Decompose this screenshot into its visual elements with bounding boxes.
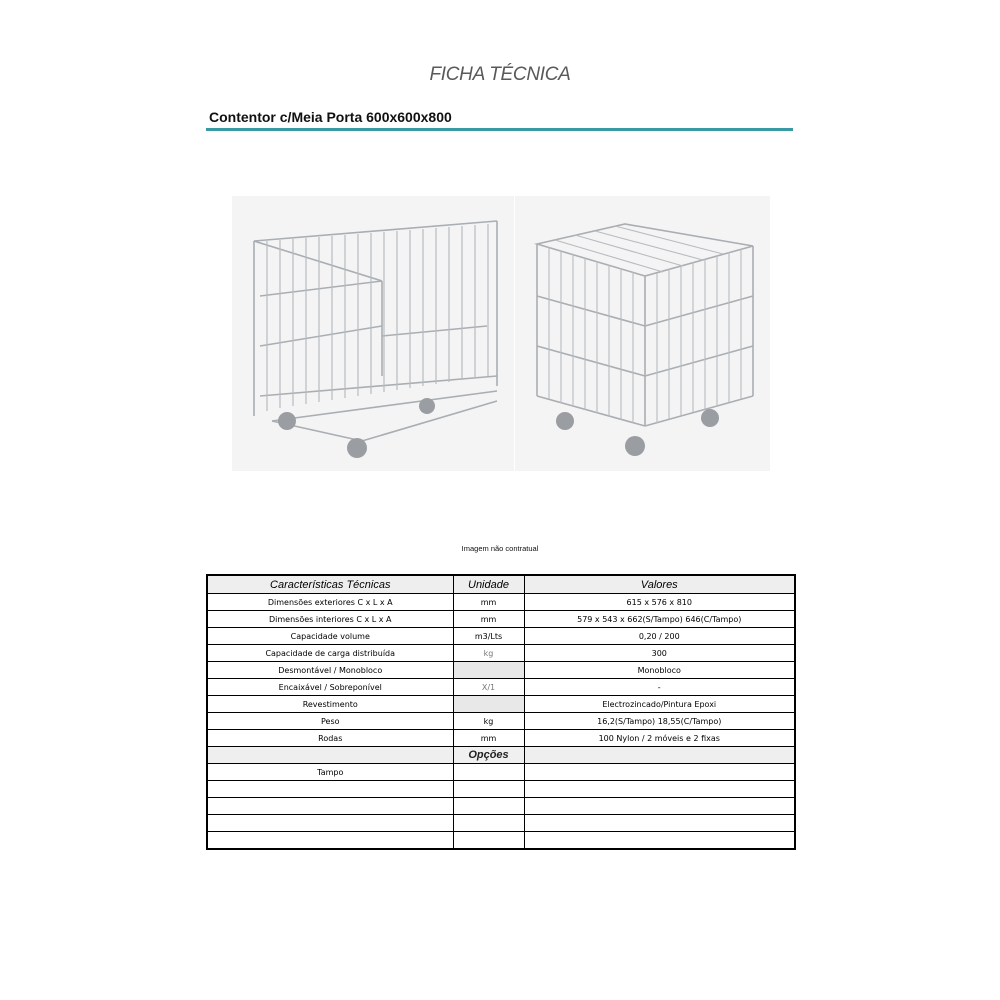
product-title: Contentor c/Meia Porta 600x600x800	[209, 109, 452, 125]
table-row	[207, 628, 795, 645]
table-row	[207, 679, 795, 696]
table-row	[207, 594, 795, 611]
table-row	[207, 696, 795, 713]
option-row	[207, 764, 795, 781]
option-unit	[453, 764, 524, 781]
options-header-row	[207, 747, 795, 764]
table-header-row	[207, 575, 795, 594]
wire-container-lid-icon	[515, 196, 770, 471]
row-unit: mm	[453, 730, 524, 747]
wire-container-open-icon	[232, 196, 514, 471]
option-unit	[453, 798, 524, 815]
option-unit	[453, 832, 524, 850]
title-underline	[206, 128, 793, 131]
row-label: Revestimento	[207, 696, 453, 713]
row-unit: mm	[453, 594, 524, 611]
spec-table	[206, 574, 796, 850]
table-row	[207, 611, 795, 628]
row-value: Monobloco	[524, 662, 795, 679]
row-unit: kg	[453, 713, 524, 730]
row-value: 300	[524, 645, 795, 662]
row-unit: kg	[453, 645, 524, 662]
row-value: -	[524, 679, 795, 696]
option-value	[524, 764, 795, 781]
option-unit	[453, 781, 524, 798]
table-row	[207, 645, 795, 662]
header-unit: Unidade	[453, 575, 524, 594]
row-unit: m3/Lts	[453, 628, 524, 645]
option-label	[207, 815, 453, 832]
option-label	[207, 798, 453, 815]
option-row	[207, 798, 795, 815]
row-label: Peso	[207, 713, 453, 730]
option-label: Tampo	[207, 764, 453, 781]
row-unit	[453, 696, 524, 713]
row-label: Capacidade de carga distribuída	[207, 645, 453, 662]
option-label	[207, 781, 453, 798]
option-row	[207, 832, 795, 850]
row-label: Desmontável / Monobloco	[207, 662, 453, 679]
product-photo-lid	[515, 196, 770, 471]
row-value: 579 x 543 x 662(S/Tampo) 646(C/Tampo)	[524, 611, 795, 628]
option-value	[524, 815, 795, 832]
row-label: Dimensões interiores C x L x A	[207, 611, 453, 628]
row-value: 16,2(S/Tampo) 18,55(C/Tampo)	[524, 713, 795, 730]
option-row	[207, 781, 795, 798]
header-characteristics: Características Técnicas	[207, 575, 453, 594]
table-row	[207, 662, 795, 679]
row-unit: mm	[453, 611, 524, 628]
row-value: Electrozincado/Pintura Epoxi	[524, 696, 795, 713]
image-caption: Imagem não contratual	[461, 544, 539, 553]
product-photo-open	[232, 196, 514, 471]
row-label: Rodas	[207, 730, 453, 747]
row-label: Dimensões exteriores C x L x A	[207, 594, 453, 611]
option-value	[524, 781, 795, 798]
document-title: FICHA TÉCNICA	[429, 64, 571, 85]
table-row	[207, 730, 795, 747]
options-header: Opções	[453, 747, 524, 764]
row-value: 0,20 / 200	[524, 628, 795, 645]
row-unit: X/1	[453, 679, 524, 696]
row-value: 100 Nylon / 2 móveis e 2 fixas	[524, 730, 795, 747]
row-value: 615 x 576 x 810	[524, 594, 795, 611]
row-unit	[453, 662, 524, 679]
option-unit	[453, 815, 524, 832]
option-label	[207, 832, 453, 850]
option-row	[207, 815, 795, 832]
option-value	[524, 798, 795, 815]
options-blank-left	[207, 747, 453, 764]
table-row	[207, 713, 795, 730]
options-blank-right	[524, 747, 795, 764]
row-label: Capacidade volume	[207, 628, 453, 645]
header-values: Valores	[524, 575, 795, 594]
row-label: Encaixável / Sobreponível	[207, 679, 453, 696]
option-value	[524, 832, 795, 850]
